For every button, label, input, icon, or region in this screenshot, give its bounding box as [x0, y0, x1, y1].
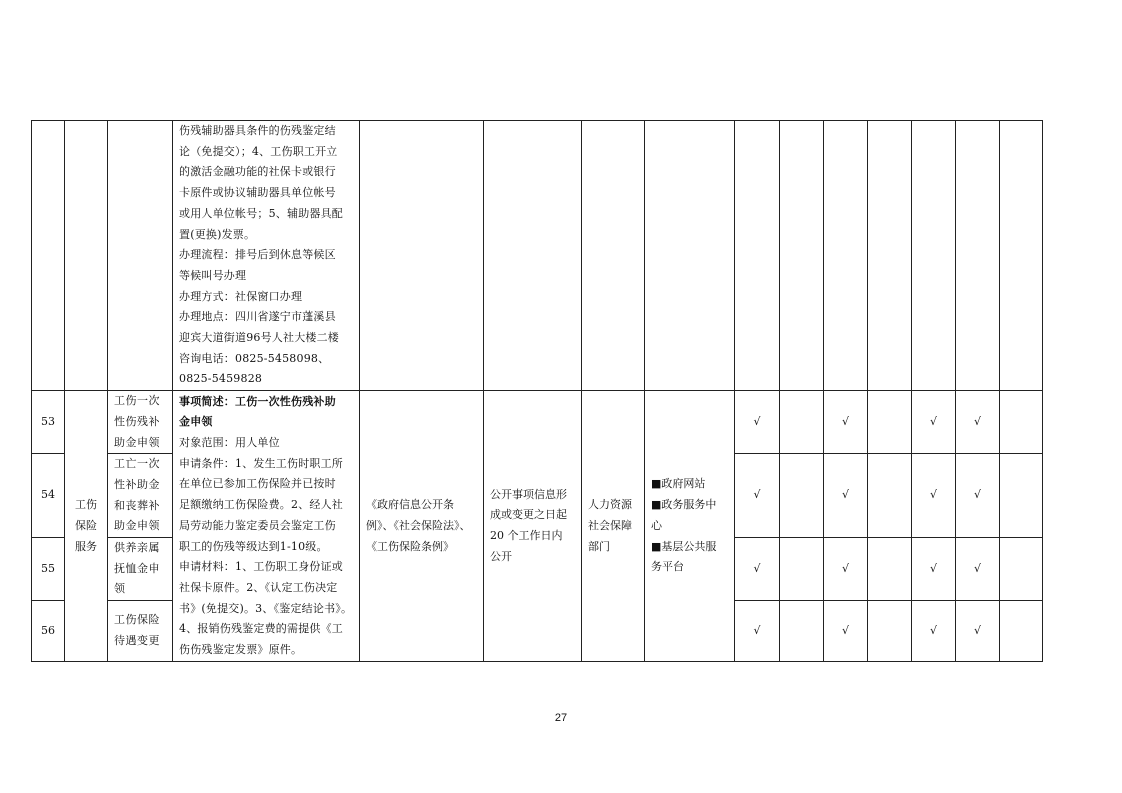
- channel-label: 基层公共服: [661, 539, 717, 553]
- description-line: 申请材料：1、工伤职工身份证或: [179, 560, 343, 574]
- subject-line: 社会保障: [588, 518, 632, 532]
- category-cell: [65, 391, 108, 662]
- check-cell: √: [735, 601, 780, 662]
- continuation-line: 0825-5459828: [179, 372, 263, 386]
- item-name-line: 性伤残补: [114, 414, 160, 428]
- description-title: 金申领: [179, 415, 213, 429]
- channel-item: [651, 537, 728, 558]
- description-line: 职工的伤残等级达到1-10级。: [179, 539, 328, 553]
- check-cell: √: [912, 454, 956, 538]
- check-cell: √: [956, 538, 1000, 601]
- check-cell: √: [824, 454, 868, 538]
- description-line: 局劳动能力鉴定委员会鉴定工伤: [179, 518, 336, 532]
- check-cell: √: [956, 454, 1000, 538]
- legal-basis-line: 《政府信息公开条: [366, 498, 454, 512]
- category-label: 工伤: [75, 498, 97, 512]
- category-label: 保险: [75, 518, 97, 532]
- item-name-line: 供养亲属: [114, 541, 160, 555]
- item-name-line: 工伤一次: [114, 394, 160, 408]
- disclosure-subject: [582, 391, 645, 662]
- row-number: 53: [32, 391, 65, 454]
- description-line: 对象范围：用人单位: [179, 435, 280, 449]
- timeframe-line: 公开: [490, 549, 512, 563]
- disclosure-timeframe: [484, 391, 582, 662]
- legal-basis-line: 例》、《社会保险法》、: [366, 518, 471, 532]
- item-name-line: 待遇变更: [114, 634, 160, 648]
- description-line: 在单位已参加工伤保险并已按时: [179, 477, 336, 491]
- continuation-line: 的激活金融功能的社保卡或银行: [179, 165, 336, 179]
- check-cell: √: [824, 538, 868, 601]
- row-number: 55: [32, 538, 65, 601]
- item-description: [173, 391, 360, 662]
- subject-line: 部门: [588, 539, 610, 553]
- category-label: 服务: [75, 539, 97, 553]
- subject-line: 人力资源: [588, 498, 632, 512]
- item-name: [108, 391, 173, 454]
- check-cell: √: [735, 454, 780, 538]
- timeframe-line: 成或变更之日起: [490, 508, 567, 522]
- channel-label: 政务服务中: [661, 498, 717, 512]
- disclosure-table: [31, 120, 1043, 662]
- item-name-line: 工亡一次: [114, 457, 160, 471]
- item-name-line: 助金申领: [114, 519, 160, 533]
- row-number: 56: [32, 601, 65, 662]
- legal-basis: [360, 391, 484, 662]
- continuation-line: 办理方式：社保窗口办理: [179, 289, 303, 303]
- continuation-line: 迎宾大道街道96号人社大楼二楼: [179, 331, 339, 345]
- continuation-line: 卡原件或协议辅助器具单位帐号: [179, 186, 336, 200]
- page-number: 27: [554, 712, 568, 724]
- channel-item: [651, 495, 728, 516]
- item-name-line: 工伤保险: [114, 613, 160, 627]
- continuation-line: 或用人单位帐号；5、辅助器具配: [179, 206, 343, 220]
- continuation-line: 等候叫号办理: [179, 268, 247, 282]
- legal-basis-line: 《工伤保险条例》: [366, 539, 454, 553]
- row-number: 54: [32, 454, 65, 538]
- continuation-line: 咨询电话：0825-5458098、: [179, 351, 330, 365]
- item-name-line: 抚恤金申: [114, 561, 160, 575]
- description-line: 伤伤残鉴定发票》原件。: [179, 643, 303, 657]
- channel-label-cont: 心: [651, 518, 662, 532]
- item-name-line: 性补助金: [114, 477, 160, 491]
- channel-label-cont: 务平台: [651, 560, 684, 574]
- table-row-53: [32, 391, 1043, 454]
- description-line: 申请条件：1、发生工伤时职工所: [179, 456, 343, 470]
- check-cell: √: [912, 538, 956, 601]
- description-title: 事项简述：工伤一次性伤残补助: [179, 394, 336, 408]
- description-line: 书》(免提交)。3、《鉴定结论书》。: [179, 601, 353, 615]
- description-line: 足额缴纳工伤保险费。2、经人社: [179, 498, 343, 512]
- timeframe-line: 20 个工作日内: [490, 529, 563, 543]
- channel-label: 政府网站: [661, 477, 706, 491]
- description-line: 4、报销伤残鉴定费的需提供《工: [179, 622, 343, 636]
- check-cell: √: [824, 391, 868, 454]
- check-cell: √: [735, 391, 780, 454]
- continuation-line: 论（免提交）；4、工伤职工开立: [179, 144, 338, 158]
- check-cell: √: [912, 601, 956, 662]
- continuation-line: 办理地点：四川省遂宁市蓬溪县: [179, 310, 336, 324]
- check-cell: √: [912, 391, 956, 454]
- check-cell: √: [735, 538, 780, 601]
- square-bullet-icon: ■: [651, 477, 662, 491]
- item-name: [108, 538, 173, 601]
- channel-item: [651, 474, 728, 495]
- check-cell: √: [956, 601, 1000, 662]
- item-name-line: 领: [114, 582, 126, 596]
- continuation-line: 伤残辅助器具条件的伤残鉴定结: [179, 124, 336, 137]
- timeframe-line: 公开事项信息形: [490, 487, 567, 501]
- item-name-line: 和丧葬补: [114, 498, 160, 512]
- check-cell: √: [956, 391, 1000, 454]
- square-bullet-icon: ■: [651, 539, 662, 553]
- continuation-row: [32, 121, 1043, 391]
- continuation-line: 办理流程：排号后到休息等候区: [179, 248, 336, 262]
- description-line: 社保卡原件。2、《认定工伤决定: [179, 580, 338, 594]
- disclosure-channels: [645, 391, 735, 662]
- item-name-line: 助金申领: [114, 435, 160, 449]
- item-name: [108, 454, 173, 538]
- item-name: [108, 601, 173, 662]
- check-cell: √: [824, 601, 868, 662]
- continuation-description: [173, 121, 360, 391]
- square-bullet-icon: ■: [651, 498, 662, 512]
- continuation-line: 置(更换)发票。: [179, 227, 256, 241]
